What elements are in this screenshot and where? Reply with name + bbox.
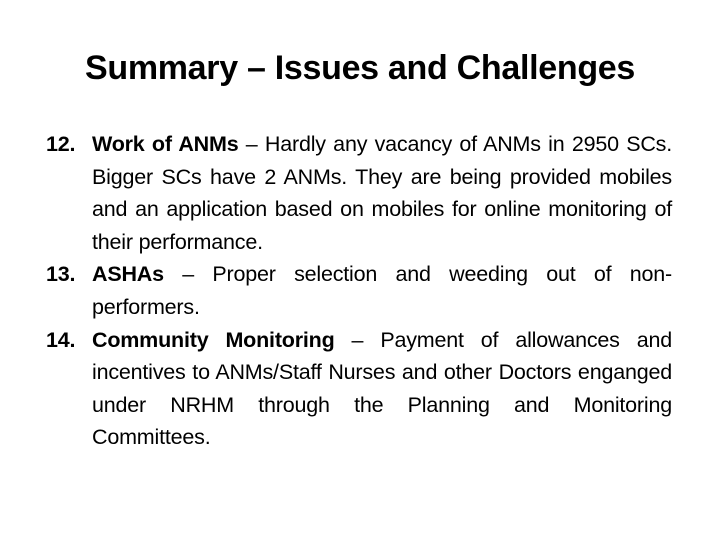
- item-text: – Proper selection and weeding out of non-performers.: [92, 262, 672, 319]
- item-term: Community Monitoring: [92, 327, 335, 352]
- item-number: 12.: [46, 132, 76, 156]
- item-term: Work of ANMs: [92, 132, 239, 156]
- slide-title: Summary – Issues and Challenges: [84, 49, 636, 87]
- issues-list: [46, 128, 672, 454]
- item-number: 14.: [46, 327, 76, 352]
- item-text: – Payment of allowances and incentives to ANMs/Staff Nurses and other Doctors enganged under NRHM through the Planning and Monitoring Committees.: [92, 327, 672, 450]
- list-item-12: [46, 128, 672, 258]
- list-item-13: [46, 258, 672, 323]
- item-number: 13.: [46, 262, 76, 287]
- item-term: ASHAs: [92, 262, 164, 287]
- list-item-14: [46, 324, 672, 454]
- item-text: – Hardly any vacancy of ANMs in 2950 SCs. Bigger SCs have 2 ANMs. They are being provided mobiles and an application based on mobiles for online monitoring of their performance.: [92, 132, 673, 254]
